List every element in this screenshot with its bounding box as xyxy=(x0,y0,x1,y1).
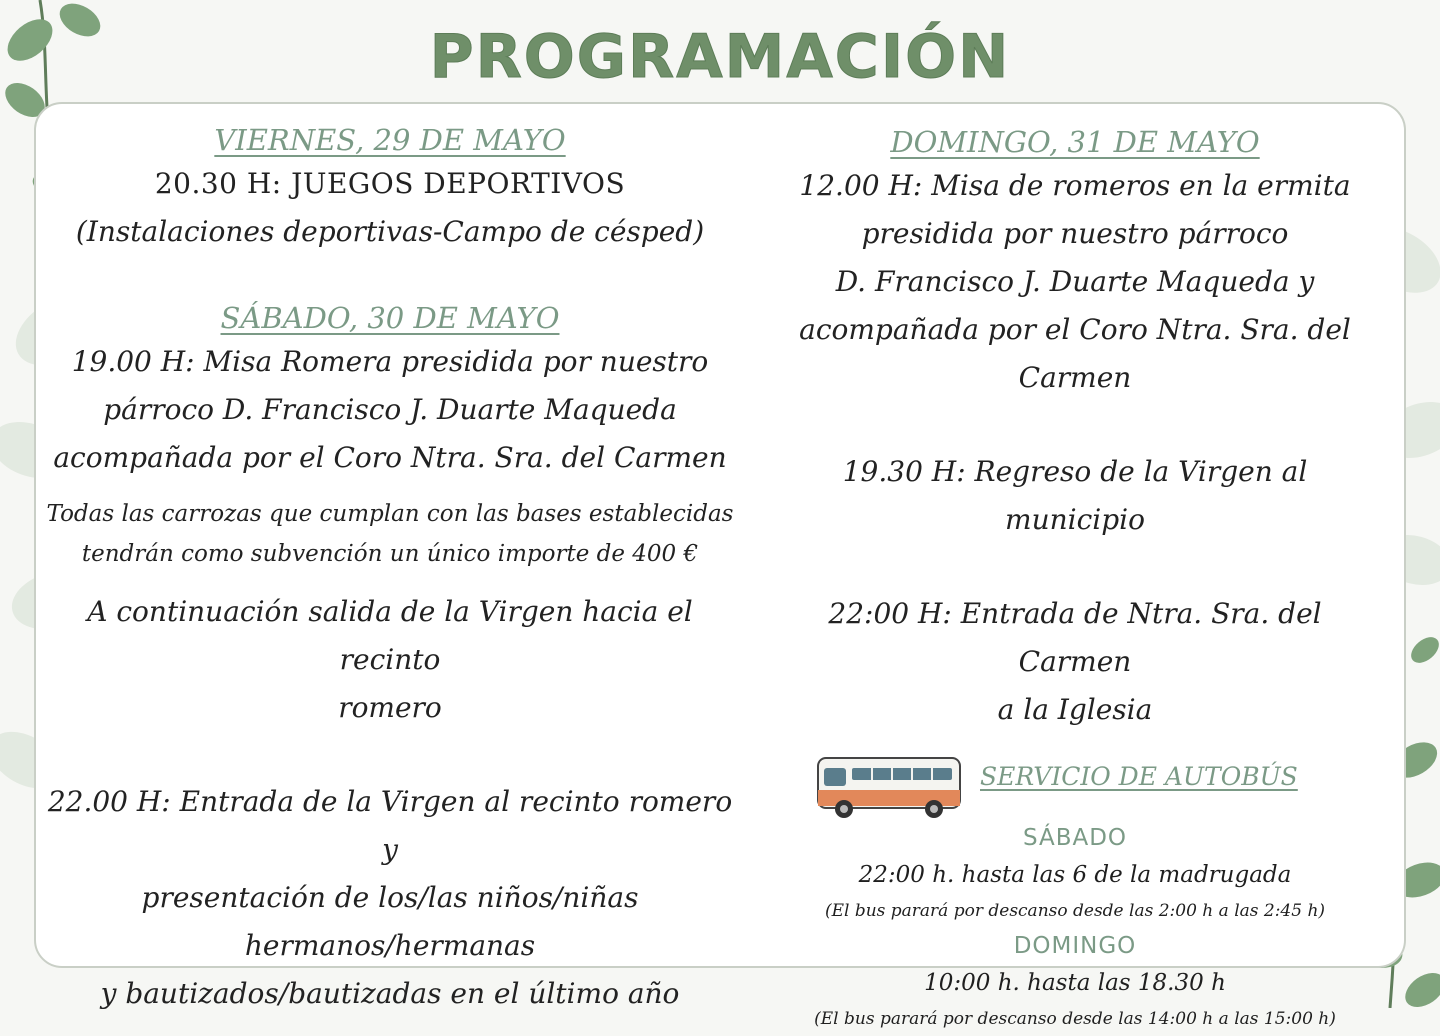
saturday-entrance-line: hermanos/hermanas xyxy=(244,929,536,962)
bus-service-header xyxy=(780,754,1370,820)
virgin-departure-line: A continuación salida de la Virgen hacia el recinto xyxy=(87,595,693,676)
friday-heading: VIERNES, 29 DE MAYO xyxy=(214,123,566,157)
floats-subsidy-note: tendrán como subvención un único importe de 400 € xyxy=(81,541,699,567)
saturday-heading: SÁBADO, 30 DE MAYO xyxy=(220,301,560,335)
bus-saturday-label: SÁBADO xyxy=(1022,825,1128,851)
virgin-departure-line: romero xyxy=(338,691,442,724)
bus-saturday-time: 22:00 h. hasta las 6 de la madrugada xyxy=(858,862,1292,888)
saturday-mass-line: párroco D. Francisco J. Duarte Maqueda xyxy=(103,393,677,426)
sunday-entrance-line: 22:00 H: Entrada de Ntra. Sra. del Carmen xyxy=(828,597,1322,678)
sunday-mass-line: acompañada por el Coro Ntra. Sra. del xyxy=(799,313,1351,346)
bus-saturday-note: (El bus parará por descanso desde las 2:00 h a las 2:45 h) xyxy=(824,901,1326,921)
right-column xyxy=(780,122,1370,1036)
friday-location: (Instalaciones deportivas-Campo de césped) xyxy=(75,215,705,248)
sunday-return-entry: 19.30 H: Regreso de la Virgen al municipio xyxy=(842,455,1308,536)
saturday-entrance-line: y bautizados/bautizadas en el último año xyxy=(100,977,680,1010)
saturday-entrance-line: presentación de los/las niños/niñas xyxy=(141,881,639,914)
bus-service-heading: SERVICIO DE AUTOBÚS xyxy=(980,762,1298,791)
sunday-entrance-line: a la Iglesia xyxy=(997,693,1153,726)
saturday-mass-line: 19.00 H: Misa Romera presidida por nuestro xyxy=(71,345,709,378)
page-title: PROGRAMACIÓN xyxy=(429,22,1011,92)
bus-sunday-note: (El bus parará por descanso desde las 14:00 h a las 15:00 h) xyxy=(814,1009,1336,1029)
sunday-heading: DOMINGO, 31 DE MAYO xyxy=(890,125,1260,159)
left-column xyxy=(40,120,740,1018)
sunday-mass-line: presidida por nuestro párroco xyxy=(861,217,1289,250)
sunday-mass-line: Carmen xyxy=(1018,361,1132,394)
bus-sunday-label: DOMINGO xyxy=(1013,933,1137,959)
floats-subsidy-note: Todas las carrozas que cumplan con las bases establecidas xyxy=(46,501,734,527)
sunday-mass-line: D. Francisco J. Duarte Maqueda y xyxy=(835,265,1315,298)
bus-sunday-time: 10:00 h. hasta las 18.30 h xyxy=(924,970,1226,996)
sunday-mass-line: 12.00 H: Misa de romeros en la ermita xyxy=(799,169,1351,202)
saturday-entrance-line: 22.00 H: Entrada de la Virgen al recinto romero y xyxy=(47,785,733,866)
bus-icon xyxy=(814,754,964,820)
friday-sports-entry: 20.30 H: JUEGOS DEPORTIVOS xyxy=(154,167,626,200)
saturday-mass-line: acompañada por el Coro Ntra. Sra. del Carmen xyxy=(53,441,727,474)
